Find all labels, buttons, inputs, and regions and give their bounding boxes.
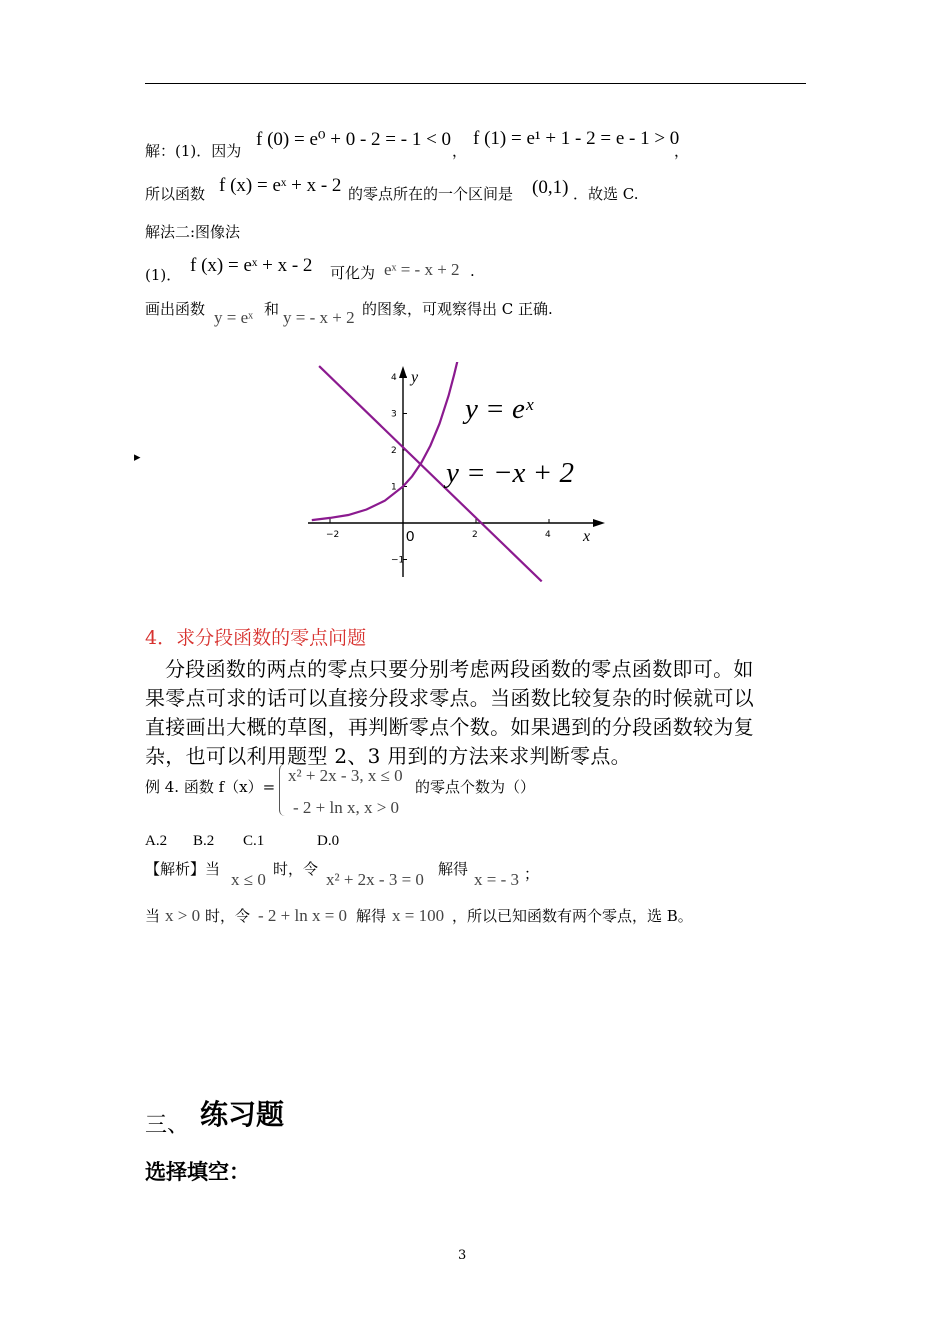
- x-axis-arrow-icon: [593, 519, 605, 527]
- piecewise-case-1: x² + 2x - 3, x ≤ 0: [288, 766, 403, 785]
- step-mid: 可化为: [330, 264, 376, 282]
- legend-line: y = −x + 2: [446, 457, 574, 489]
- triangle-marker-icon: ▸: [134, 450, 141, 465]
- exp-curve: [312, 362, 458, 520]
- section-title: 练习题: [200, 1098, 285, 1131]
- period: .: [470, 262, 475, 280]
- analysis2-equation: - 2 + ln x = 0: [258, 906, 348, 925]
- y-tick-label: 2: [391, 446, 397, 456]
- y-tick-label: −1: [391, 555, 405, 566]
- analysis2-when: 时，令: [205, 907, 251, 925]
- equation-f1: f (1) = e¹ + 1 - 2 = e - 1 > 0: [473, 128, 680, 149]
- interval: (0,1): [532, 177, 569, 198]
- comma: ，: [674, 142, 690, 160]
- equation-fx-2: f (x) = eˣ + x - 2: [190, 255, 313, 276]
- analysis-condition: x ≤ 0: [231, 870, 266, 889]
- paragraph-line: 直接画出大概的草图，再判断零点个数。如果遇到的分段函数较为复: [145, 715, 754, 739]
- x-axis-label: x: [583, 528, 591, 545]
- method-two-label: 解法二:图像法: [145, 223, 241, 241]
- piecewise-case-2: - 2 + ln x, x > 0: [293, 798, 400, 817]
- analysis-equation: x² + 2x - 3 = 0: [326, 870, 424, 889]
- y-tick-label: 1: [391, 482, 397, 493]
- legend-exp: y = eˣ: [465, 393, 533, 425]
- paragraph-line: 果零点可求的话可以直接分段求零点。当函数比较复杂的时候就可以: [145, 686, 754, 710]
- analysis2-prefix: 当: [145, 907, 161, 925]
- example-4-prefix: 例 4. 函数 f（x）=: [145, 778, 276, 796]
- solution-line-1: [145, 140, 241, 161]
- section-4-paragraph: [145, 655, 754, 771]
- analysis2-solve: 解得: [356, 907, 387, 925]
- y-axis-label: y: [411, 369, 419, 386]
- and-word: 和: [264, 300, 280, 318]
- analysis2-suffix: ，所以已知函数有两个零点，选 B。: [452, 907, 693, 925]
- example-4-suffix: 的零点个数为（）: [415, 778, 536, 796]
- option-d: D.0: [317, 833, 340, 849]
- comma: ，: [452, 142, 468, 160]
- equation-f0: f (0) = e⁰ + 0 - 2 = - 1 < 0: [256, 129, 452, 150]
- paragraph-line: 分段函数的两点的零点只要分别考虑两段函数的零点函数即可。如: [165, 657, 754, 681]
- conclusion-suffix: ．故选 C.: [573, 185, 639, 203]
- equation-fx: f (x) = eˣ + x - 2: [219, 175, 342, 196]
- analysis2-condition: x > 0: [165, 906, 201, 925]
- conclusion-mid: 的零点所在的一个区间是: [348, 185, 514, 203]
- semicolon: ；: [524, 865, 540, 883]
- piecewise-brace: [279, 764, 286, 816]
- header-rule: [145, 83, 806, 84]
- page-number: 3: [458, 1248, 467, 1263]
- x-tick-label: 2: [472, 530, 478, 540]
- subheading: 选择填空：: [145, 1160, 250, 1184]
- x-tick-label: 4: [545, 530, 551, 540]
- analysis-label: 【解析】当: [145, 860, 221, 878]
- equation-exp: y = eˣ: [214, 308, 254, 327]
- section-4-title: 4．求分段函数的零点问题: [145, 627, 367, 649]
- option-a: A.2: [145, 833, 168, 849]
- option-b: B.2: [193, 833, 215, 849]
- equation-line: y = - x + 2: [283, 308, 355, 327]
- equation-rewrite: eˣ = - x + 2: [384, 260, 460, 279]
- y-axis-arrow-icon: [399, 366, 407, 378]
- analysis-when: 时，令: [273, 860, 319, 878]
- y-tick-label: 4: [391, 373, 397, 383]
- origin-label: 0: [406, 528, 415, 545]
- conclusion-prefix: 所以函数: [145, 185, 206, 203]
- paragraph-line: 杂，也可以利用题型 2、3 用到的方法来求判断零点。: [145, 744, 631, 768]
- analysis-result: x = - 3: [474, 870, 519, 889]
- option-c: C.1: [243, 833, 265, 849]
- x-tick-label: −2: [326, 530, 340, 540]
- section-number: 三、: [145, 1113, 190, 1138]
- analysis-solve: 解得: [438, 860, 469, 878]
- draw-prefix: 画出函数: [145, 300, 206, 318]
- step-prefix: (1)．: [145, 266, 182, 284]
- analysis2-result: x = 100: [392, 906, 445, 925]
- solution-prefix: 解：(1)．因为: [145, 142, 242, 160]
- y-tick-label: 3: [391, 409, 397, 420]
- draw-suffix: 的图象，可观察得出 C 正确.: [362, 300, 553, 318]
